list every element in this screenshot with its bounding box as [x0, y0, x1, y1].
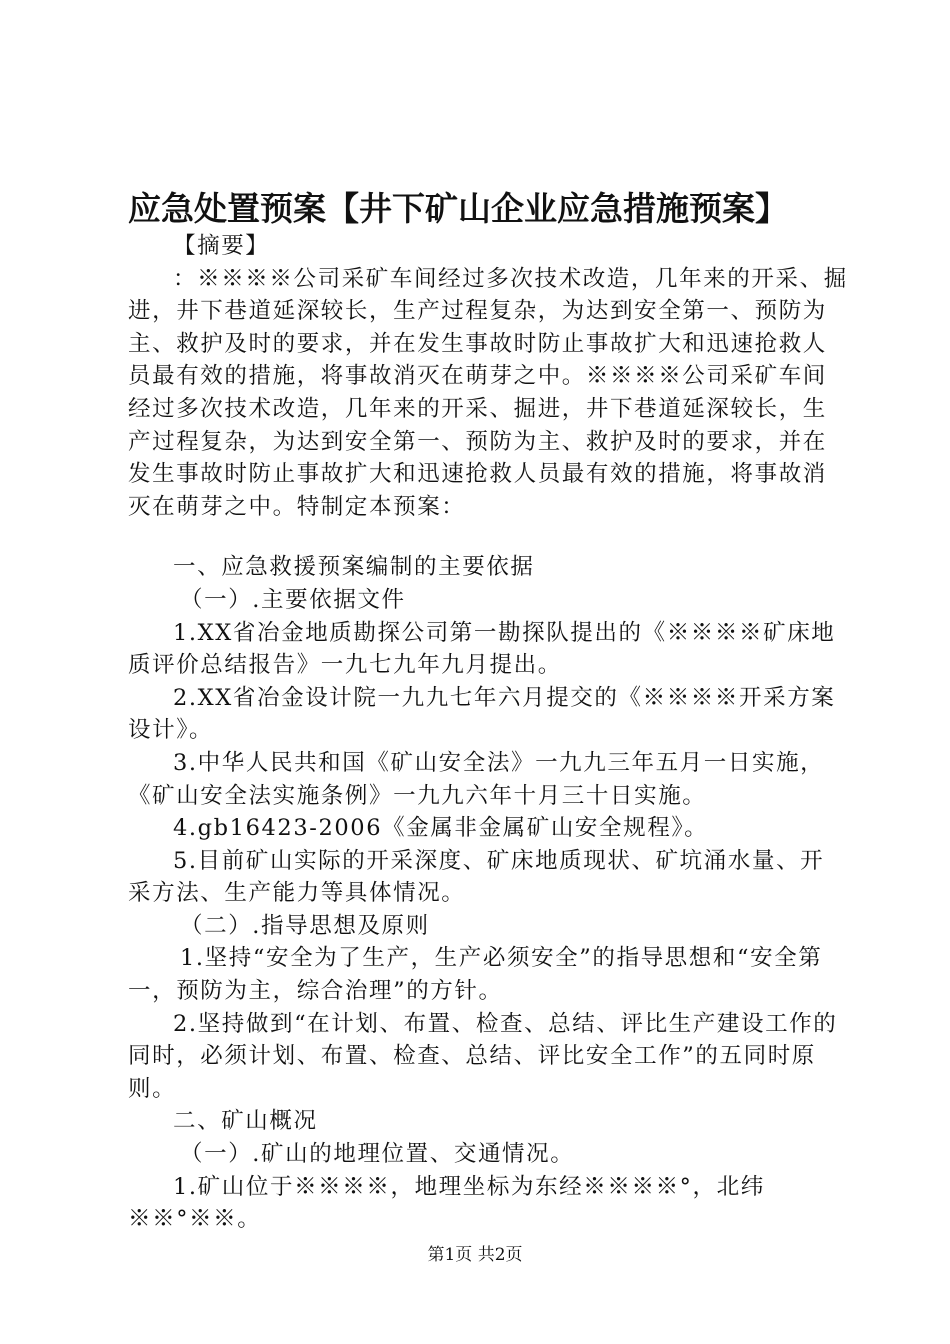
subsection-heading-1: （一）.主要依据文件	[180, 586, 406, 613]
list-item: 1.矿山位于※※※※，地理坐标为东经※※※※°，北纬※※°※※。	[128, 1173, 765, 1233]
list-item: 4.gb16423-2006《金属非金属矿山安全规程》。	[173, 815, 709, 842]
document-title: 应急处置预案【井下矿山企业应急措施预案】	[128, 189, 788, 228]
document-body	[128, 230, 848, 1236]
list-item: 2.XX省冶金设计院一九九七年六月提交的《※※※※开采方案设计》。	[128, 684, 836, 744]
section-heading-2: 二、矿山概况	[173, 1108, 318, 1135]
page-footer: 第1页 共2页	[427, 1245, 523, 1265]
subsection-heading-2: （二）.指导思想及原则	[180, 912, 430, 939]
list-item: 1.XX省冶金地质勘探公司第一勘探队提出的《※※※※矿床地质评价总结报告》一九七九年九月提出。	[128, 619, 836, 679]
list-item: 1.坚持“安全为了生产，生产必须安全”的指导思想和“安全第一，预防为主，综合治理”的方针。	[128, 945, 823, 1005]
list-item: 2.坚持做到“在计划、布置、检查、总结、评比生产建设工作的同时，必须计划、布置、检查、总结、评比安全工作”的五同时原则。	[128, 1010, 838, 1102]
list-item: 5.目前矿山实际的开采深度、矿床地质现状、矿坑涌水量、开采方法、生产能力等具体情况。	[128, 847, 825, 907]
section-heading-1: 一、应急救援预案编制的主要依据	[173, 554, 535, 581]
abstract-paragraph: ：※※※※公司采矿车间经过多次技术改造，几年来的开采、掘进，井下巷道延深较长，生产过程复杂，为达到安全第一、预防为主、救护及时的要求，并在发生事故时防止事故扩大和迅速抢救人员最有效的措施，将事故消灭在萌芽之中。※※※※公司采矿车间经过多次技术改造，几年来的开采、掘进，井下巷道延深较长，生产过程复杂，为达到安全第一、预防为主、救护及时的要求，并在发生事故时防止事故扩大和迅速抢救人员最有效的措施，将事故消灭在萌芽之中。特制定本预案：	[128, 265, 848, 520]
abstract-label: 【摘要】	[173, 233, 270, 259]
list-item: 3.中华人民共和国《矿山安全法》一九九三年五月一日实施，《矿山安全法实施条例》一九九六年十月三十日实施。	[128, 749, 825, 809]
paragraph-gap	[128, 523, 848, 551]
subsection-heading-3: （一）.矿山的地理位置、交通情况。	[180, 1141, 575, 1168]
